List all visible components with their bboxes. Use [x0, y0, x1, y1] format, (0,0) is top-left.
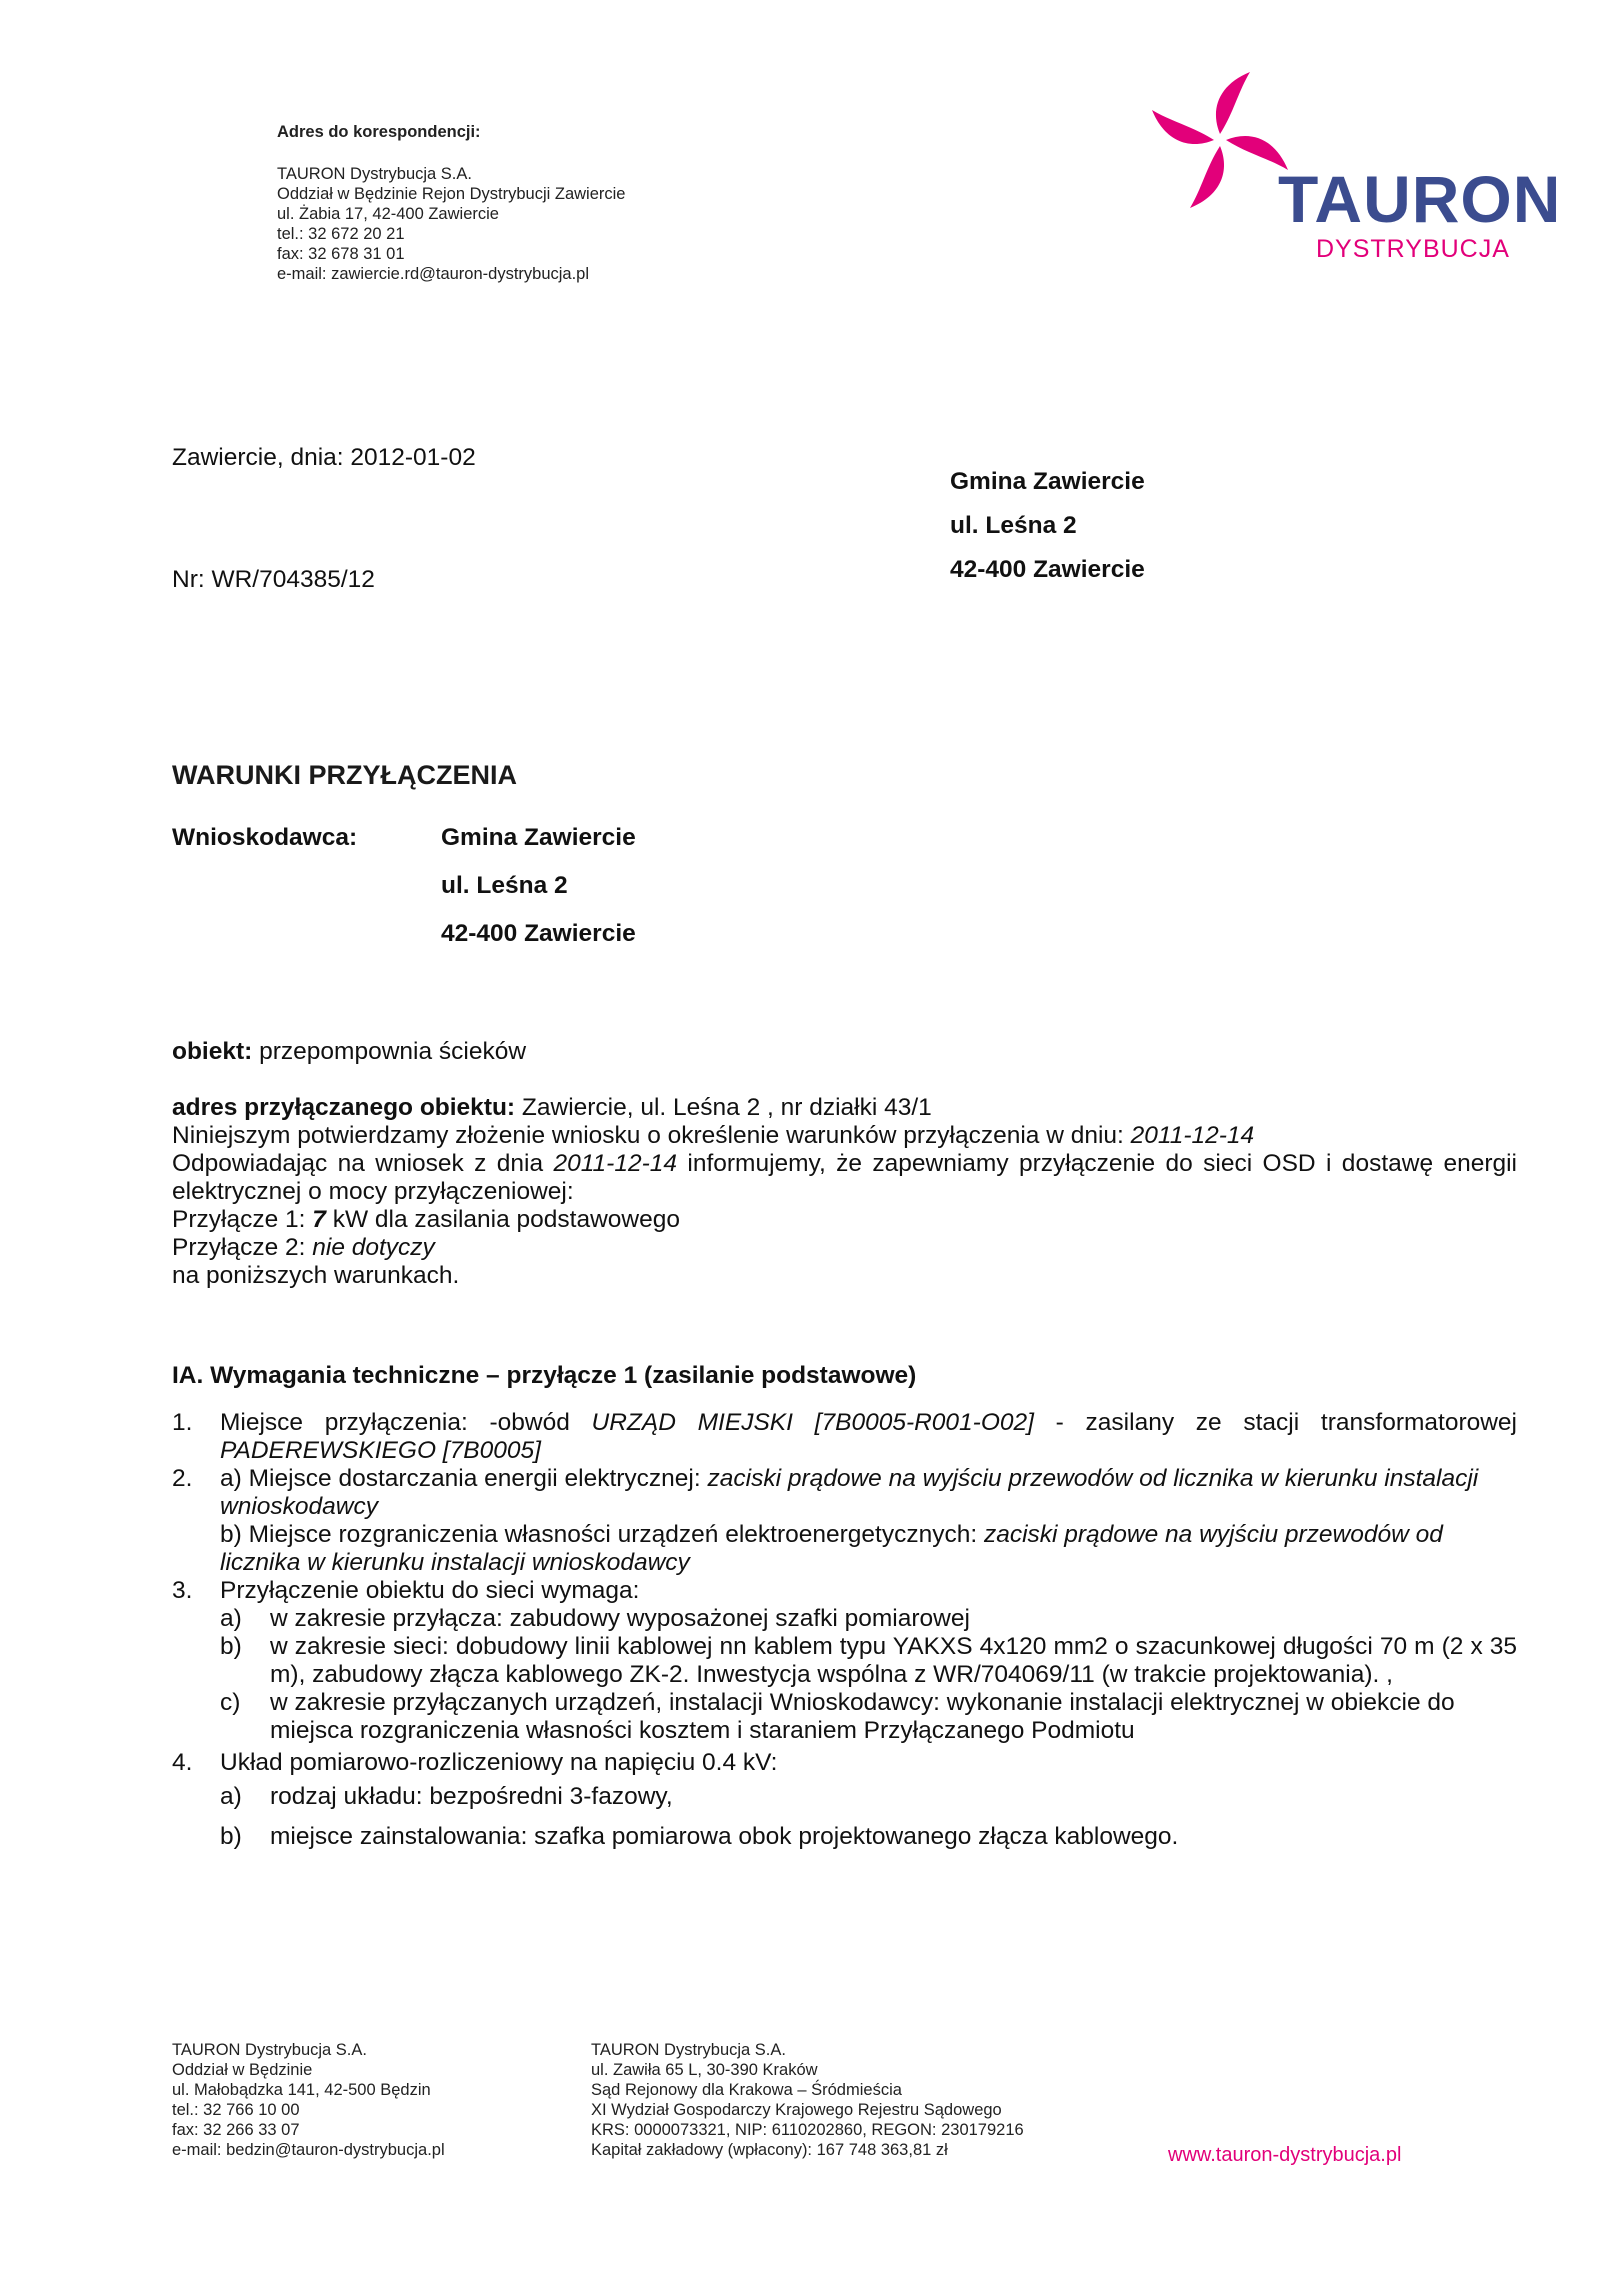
i4-sub-a: [220, 1783, 1517, 1811]
requirements-list: [172, 1409, 1517, 1851]
intro-paragraph-1: [172, 1122, 1517, 1150]
footer-line: TAURON Dystrybucja S.A.: [172, 2041, 367, 2059]
recipient-line: 42-400 Zawiercie: [950, 556, 1145, 583]
i2-a-label: a) Miejsce dostarczania energii elektrycznej:: [220, 1465, 708, 1492]
requirement-item-3: [172, 1577, 1517, 1745]
place-date: Zawiercie, dnia: 2012-01-02: [172, 444, 476, 471]
item-number: 1.: [172, 1409, 193, 1436]
website-link[interactable]: www.tauron-dystrybucja.pl: [1168, 2144, 1402, 2166]
i1-a: Miejsce przyłączenia: -obwód: [220, 1409, 592, 1436]
applicant-label: Wnioskodawca:: [172, 824, 358, 851]
intro-p1-date: 2011-12-14: [1130, 1122, 1255, 1149]
intro-block: [172, 1094, 1517, 1290]
sub-marker: a): [220, 1783, 242, 1810]
sub-text: rodzaj układu: bezpośredni 3-fazowy,: [270, 1783, 673, 1810]
logo-subtitle: DYSTRYBUCJA: [1316, 235, 1510, 263]
applicant-line: 42-400 Zawiercie: [441, 920, 636, 947]
correspondence-line: e-mail: zawiercie.rd@tauron-dystrybucja.pl: [277, 265, 590, 283]
footer-line: tel.: 32 766 10 00: [172, 2101, 300, 2119]
i3-sub-c: [220, 1689, 1517, 1745]
conditions-closing: na poniższych warunkach.: [172, 1262, 460, 1289]
item-number: 3.: [172, 1577, 193, 1604]
recipient-line: Gmina Zawiercie: [950, 468, 1145, 495]
applicant-line: Gmina Zawiercie: [441, 824, 636, 851]
applicant-line: ul. Leśna 2: [441, 872, 568, 899]
item-text: [220, 1577, 1517, 1745]
sub-marker: c): [220, 1689, 241, 1716]
connection-2-label: Przyłącze 2:: [172, 1234, 313, 1261]
object-address: [172, 1094, 1517, 1122]
item-text: [220, 1749, 1517, 1851]
object-label: obiekt:: [172, 1038, 253, 1065]
i2-b-value: zaciski prądowe na wyjściu przewodów od licznika w kierunku instalacji wnioskodawcy: [220, 1521, 1443, 1576]
section-heading: IA. Wymagania techniczne – przyłącze 1 (zasilanie podstawowe): [172, 1362, 917, 1389]
i2-b: [220, 1521, 1517, 1577]
footer-line: Kapitał zakładowy (wpłacony): 167 748 363,81 zł: [591, 2141, 948, 2159]
intro-p2-b: informujemy, że zapewniamy przyłączenie do sieci OSD i dostawę energii elektrycznej o mocy przyłączeniowej:: [172, 1150, 1517, 1205]
footer-line: fax: 32 266 33 07: [172, 2121, 300, 2139]
i1-b: URZĄD MIEJSKI [7B0005-R001-O02]: [591, 1409, 1034, 1436]
item-number: 2.: [172, 1465, 193, 1492]
i3-sub-a: [220, 1605, 1517, 1633]
footer-line: ul. Zawiła 65 L, 30-390 Kraków: [591, 2061, 818, 2079]
intro-p2-date: 2011-12-14: [553, 1150, 677, 1177]
recipient-line: ul. Leśna 2: [950, 512, 1077, 539]
object-value: przepompownia ścieków: [252, 1038, 527, 1065]
footer-line: ul. Małobądzka 141, 42-500 Będzin: [172, 2081, 431, 2099]
correspondence-line: TAURON Dystrybucja S.A.: [277, 165, 472, 183]
footer-left: [172, 2040, 445, 2160]
intro-p2-a: Odpowiadając na wniosek z dnia: [172, 1150, 554, 1177]
item-text: [220, 1465, 1517, 1577]
i1-c: - zasilany ze stacji transformatorowej: [1033, 1409, 1517, 1436]
correspondence-line: Oddział w Będzinie Rejon Dystrybucji Zawiercie: [277, 185, 626, 203]
requirement-item-1: [172, 1409, 1517, 1465]
i2-a: [220, 1465, 1517, 1521]
connection-1-label: Przyłącze 1:: [172, 1206, 313, 1233]
intro-p1-text: Niniejszym potwierdzamy złożenie wniosku o określenie warunków przyłączenia w dniu:: [172, 1122, 1131, 1149]
sub-text: w zakresie przyłączanych urządzeń, instalacji Wnioskodawcy: wykonanie instalacji elektrycznej w obiekcie do miejsca rozgraniczenia własności kosztem i staraniem Przyłączanego Podmiotu: [270, 1689, 1455, 1744]
connection-2-value: nie dotyczy: [312, 1234, 435, 1261]
correspondence-line: fax: 32 678 31 01: [277, 245, 405, 263]
i2-a-value: zaciski prądowe na wyjściu przewodów od licznika w kierunku instalacji wnioskodawcy: [220, 1465, 1479, 1520]
tauron-logo: [1130, 68, 1562, 268]
sub-marker: a): [220, 1605, 242, 1632]
sub-text: w zakresie przyłącza: zabudowy wyposażonej szafki pomiarowej: [270, 1605, 970, 1632]
applicant-address: [441, 814, 636, 958]
i1-d: PADEREWSKIEGO [7B0005]: [220, 1437, 541, 1464]
correspondence-line: tel.: 32 672 20 21: [277, 225, 405, 243]
item-number: 4.: [172, 1749, 193, 1776]
logo-wordmark: TAURON: [1278, 162, 1562, 236]
object-address-value: Zawiercie, ul. Leśna 2 , nr działki 43/1: [515, 1094, 932, 1121]
requirement-item-2: [172, 1465, 1517, 1577]
document-number: Nr: WR/704385/12: [172, 566, 375, 593]
i3-sub-b: [220, 1633, 1517, 1689]
requirement-item-4: [172, 1749, 1517, 1851]
footer-line: e-mail: bedzin@tauron-dystrybucja.pl: [172, 2141, 445, 2159]
correspondence-heading: Adres do korespondencji:: [277, 123, 481, 141]
footer-line: KRS: 0000073321, NIP: 6110202860, REGON: 230179216: [591, 2121, 1024, 2139]
intro-paragraph-2: [172, 1150, 1517, 1206]
footer-line: XI Wydział Gospodarczy Krajowego Rejestru Sądowego: [591, 2101, 1002, 2119]
item-text: [220, 1409, 1517, 1465]
footer-line: Sąd Rejonowy dla Krakowa – Śródmieścia: [591, 2081, 902, 2099]
i2-b-label: b) Miejsce rozgraniczenia własności urządzeń elektroenergetycznych:: [220, 1521, 984, 1548]
connection-2: [172, 1234, 1517, 1262]
connection-1: [172, 1206, 1517, 1234]
connection-1-value: 7: [312, 1206, 326, 1233]
footer-line: TAURON Dystrybucja S.A.: [591, 2041, 786, 2059]
i4-sub-b: [220, 1823, 1517, 1851]
i4-head: Układ pomiarowo-rozliczeniowy na napięciu 0.4 kV:: [220, 1749, 778, 1776]
correspondence-address: [277, 122, 625, 284]
recipient-address: [950, 460, 1145, 592]
object-address-label: adres przyłączanego obiektu:: [172, 1094, 516, 1121]
sub-text: w zakresie sieci: dobudowy linii kablowej nn kablem typu YAKXS 4x120 mm2 o szacunkowej długości 70 m (2 x 35 m), zabudowy złącza kablowego ZK-2. Inwestycja wspólna z WR/704069/11 (w trakcie projektowania). ,: [270, 1633, 1517, 1688]
correspondence-line: ul. Żabia 17, 42-400 Zawiercie: [277, 205, 499, 223]
sub-marker: b): [220, 1633, 242, 1660]
document-title: WARUNKI PRZYŁĄCZENIA: [172, 760, 517, 790]
footer-right: [591, 2040, 1024, 2160]
sub-text: miejsce zainstalowania: szafka pomiarowa obok projektowanego złącza kablowego.: [270, 1823, 1179, 1850]
i3-head: Przyłączenie obiektu do sieci wymaga:: [220, 1577, 640, 1604]
connection-1-desc: kW dla zasilania podstawowego: [325, 1206, 680, 1233]
sub-marker: b): [220, 1823, 242, 1850]
footer-line: Oddział w Będzinie: [172, 2061, 313, 2079]
object-line: [172, 1038, 526, 1066]
